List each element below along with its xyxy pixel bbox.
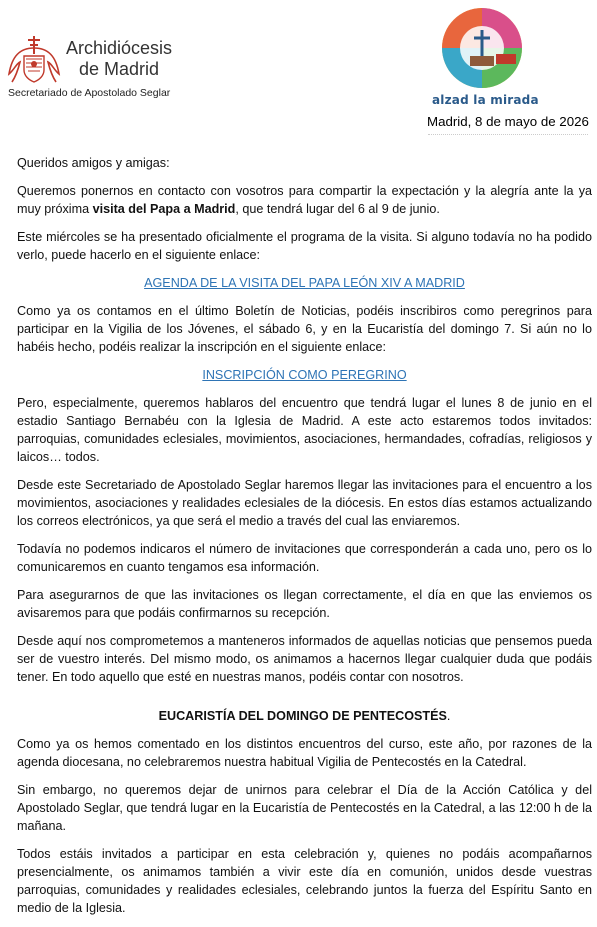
secretariat-name: Secretariado de Apostolado Seglar: [8, 87, 171, 99]
paragraph-program: Este miércoles se ha presentado oficialmente el programa de la visita. Si alguno todavía no ha podido verlo, puede hacerlo en el siguiente enlace:: [17, 230, 592, 262]
registration-link-row: [17, 366, 592, 384]
paragraph-invitation-count: Todavía no podemos indicaros el número de invitaciones que corresponderán a cada uno, pero os lo comunicaremos en cuanto tengamos esa información.: [17, 542, 592, 574]
archdiocese-name-line2: de Madrid: [78, 59, 160, 79]
visit-highlight: visita del Papa a Madrid: [92, 202, 236, 216]
letterhead: [0, 0, 597, 150]
archdiocese-name: [66, 38, 172, 80]
paragraph-invitations: Desde este Secretariado de Apostolado Seglar haremos llegar las invitaciones para el encuentro a los movimientos, asociaciones y realidades eclesiales de la diócesis. En estos días estamos actualizando los correos electrónicos, ya que será el medio a través del cual las enviaremos.: [17, 478, 592, 528]
paragraph-pentecost-vigil: Como ya os hemos comentado en los distintos encuentros del curso, este año, por razones de la agenda diocesana, no celebraremos nuestra habitual Vigilia de Pentecostés en la Catedral.: [17, 737, 592, 769]
agenda-link-row: [17, 274, 592, 292]
section-heading: [17, 707, 592, 725]
paragraph-commitment: Desde aquí nos comprometemos a manteneros informados de aquellas noticias que pensemos pueda ser de vuestro interés. Del mismo modo, os animamos a hacernos llegar cualquier duda que podáis tener. En todo aquello que esté en nuestras manos, podéis contar con nosotros.: [17, 634, 592, 684]
greeting: Queridos amigos y amigas:: [17, 156, 170, 170]
paragraph-registration: Como ya os contamos en el último Boletín de Noticias, podéis inscribiros como peregrinos para participar en la Vigilia de los Jóvenes, el sábado 6, y en la Eucaristía del domingo 7. Si aún no lo habéis hecho, podéis realizar la inscripción en el siguiente enlace:: [17, 304, 592, 354]
archdiocese-name-line1: Archidiócesis: [66, 38, 173, 58]
paragraph-visit-intro-end: , que tendrá lugar del 6 al 9 de junio.: [235, 202, 440, 216]
paragraph-invitation-all: Todos estáis invitados a participar en esta celebración y, quienes no podáis acompañarnos presencialmente, os animamos también a vivir este día en comunión, unidos desde vuestras parroquias, comunidades y realidades eclesiales, celebrando juntos la fuerza del Espíritu Santo en medio de la Iglesia.: [17, 847, 592, 915]
campaign-logo-text: alzad la mirada: [432, 93, 539, 107]
registration-link[interactable]: INSCRIPCIÓN COMO PEREGRINO: [202, 368, 407, 382]
archdiocese-coat-of-arms-icon: [6, 34, 62, 86]
paragraph-visit-intro-start: Queremos ponernos en contacto con vosotros para compartir la expectación y la alegría ante la ya muy próxima: [17, 184, 592, 216]
paragraph-encounter: Pero, especialmente, queremos hablaros del encuentro que tendrá lugar el lunes 8 de junio en el estadio Santiago Bernabéu con la Iglesia de Madrid. A este acto estaremos todos invitados: parroquias, comunidades eclesiales, movimientos, asociaciones, hermandades, cofradías, religiosos y laicos… todos.: [17, 396, 592, 464]
section-heading-suffix: .: [446, 709, 451, 723]
paragraph-visit-intro: [17, 182, 592, 218]
paragraph-pentecost-mass: Sin embargo, no queremos dejar de unirnos para celebrar el Día de la Acción Católica y del Apostolado Seglar, que tendrá lugar en la Eucaristía de Pentecostés en la Catedral, a las 12:00 h de la mañana.: [17, 783, 592, 833]
section-heading-text: EUCARISTÍA DEL DOMINGO DE PENTECOSTÉS: [158, 709, 447, 723]
letter-body: [17, 154, 592, 927]
alzad-la-mirada-logo-icon: [436, 4, 528, 92]
agenda-link[interactable]: AGENDA DE LA VISITA DEL PAPA LEÓN XIV A MADRID: [144, 276, 465, 290]
paragraph-confirmation: Para asegurarnos de que las invitaciones os llegan correctamente, el día en que las enviemos os avisaremos para que podáis confirmarnos su recepción.: [17, 588, 592, 620]
date-divider: [428, 134, 588, 138]
letter-date: Madrid, 8 de mayo de 2026: [427, 114, 589, 129]
